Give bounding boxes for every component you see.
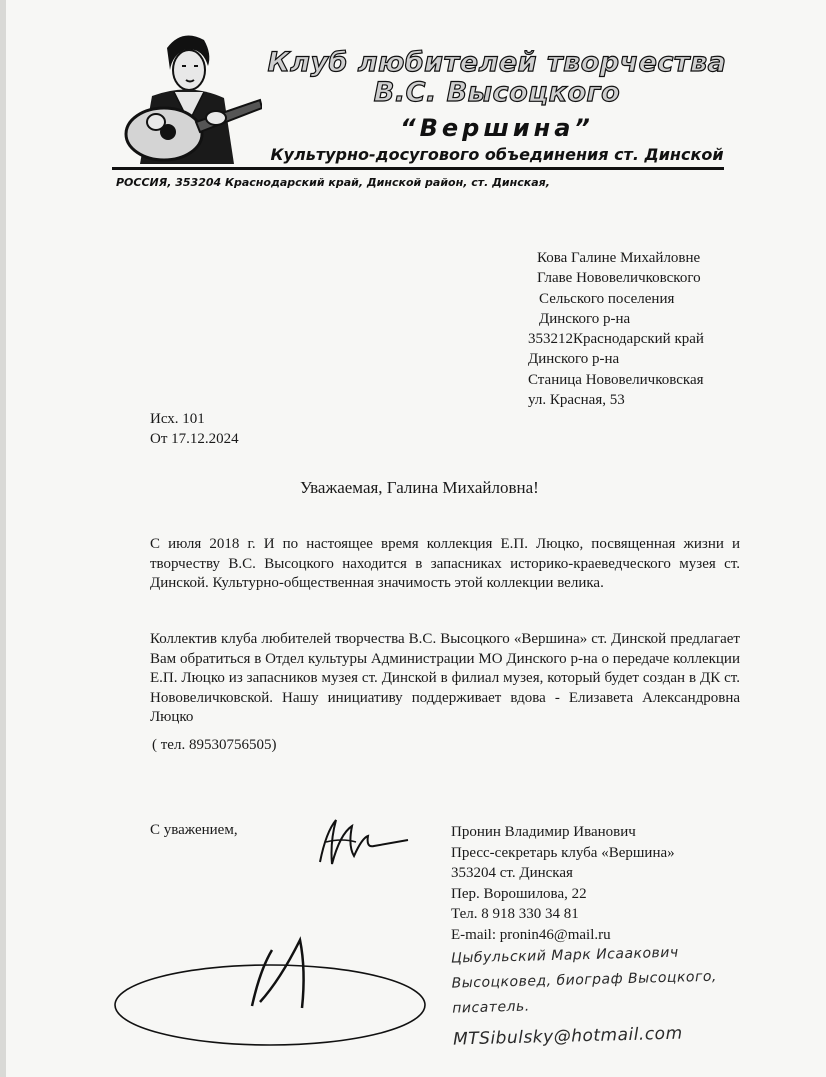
sender-phone: Тел. 8 918 330 34 81 bbox=[451, 906, 579, 922]
outgoing-date: От 17.12.2024 bbox=[150, 431, 239, 447]
club-name: “Вершина” bbox=[400, 114, 594, 142]
club-title bbox=[262, 48, 732, 108]
sender-email: E-mail: pronin46@mail.ru bbox=[451, 926, 611, 943]
recipient-line: Динского р-на bbox=[539, 310, 631, 327]
recipient-line: Кова Галине Михайловне bbox=[537, 250, 701, 266]
recipient-line: ул. Красная, 53 bbox=[528, 392, 625, 409]
outgoing-number: Исх. 101 bbox=[150, 411, 205, 427]
sender-city: 353204 ст. Динская bbox=[451, 865, 573, 881]
phone-line: ( тел. 89530756505) bbox=[152, 737, 277, 753]
recipient-line: Главе Нововеличковского bbox=[537, 270, 701, 287]
letterhead-divider bbox=[112, 167, 724, 170]
guitarist-icon bbox=[112, 26, 262, 166]
body-paragraph-1: С июля 2018 г. И по настоящее время коллекция Е.П. Люцко, посвященная жизни и творчеству В.С. Высоцкого находится в запасниках историко-краеведческого музея ст. Динской. Культурно-общественная значимость этой коллекции велика. bbox=[150, 536, 740, 592]
sender-street: Пер. Ворошилова, 22 bbox=[451, 885, 587, 902]
outgoing-reference bbox=[150, 409, 239, 449]
recipient-line: Сельского поселения bbox=[539, 290, 675, 307]
handwritten-email: MTSibulsky@hotmail.com bbox=[452, 1023, 683, 1050]
club-title-line1: Клуб любителей творчества bbox=[267, 47, 727, 78]
handwritten-signature-icon bbox=[110, 930, 455, 1070]
sender-position: Пресс-секретарь клуба «Вершина» bbox=[451, 844, 675, 861]
body-paragraph-2: Коллектив клуба любителей творчества В.С. Высоцкого «Вершина» ст. Динской предлагает Вам обратиться в Отдел культуры Администрации МО Динского р-на о передаче коллекции Е.П. Люцко из запасников музея ст. Динской в филиал музея, который будет создан в ДК ст. Нововеличковской. Нашу инициативу поддерживает вдова - Елизавета Александровна Люцко bbox=[150, 631, 740, 726]
recipient-line: 353212Краснодарский край bbox=[528, 331, 704, 348]
recipient-line: Станица Нововеличковская bbox=[528, 371, 704, 388]
letterhead-address: РОССИЯ, 353204 Краснодарский край, Динской район, ст. Динская, bbox=[116, 176, 550, 189]
sender-name: Пронин Владимир Иванович bbox=[451, 824, 636, 840]
scan-edge bbox=[0, 0, 6, 1077]
closing-phrase: С уважением, bbox=[150, 822, 238, 838]
handwritten-line: Цыбульский Марк Исаакович bbox=[450, 944, 679, 967]
salutation: Уважаемая, Галина Михайловна! bbox=[300, 478, 539, 497]
handwritten-note bbox=[451, 937, 804, 1052]
signature-icon bbox=[312, 812, 412, 870]
club-title-line2: В.С. Высоцкого bbox=[373, 77, 621, 108]
handwritten-line: Высоцковед, биограф Высоцкого, bbox=[451, 968, 718, 992]
club-subtitle: Культурно-досугового объединения ст. Динской bbox=[270, 145, 724, 164]
sender-block bbox=[451, 822, 675, 945]
recipient-block bbox=[528, 248, 798, 410]
handwritten-line: писатель. bbox=[452, 998, 530, 1017]
recipient-line: Динского р-на bbox=[528, 351, 620, 368]
